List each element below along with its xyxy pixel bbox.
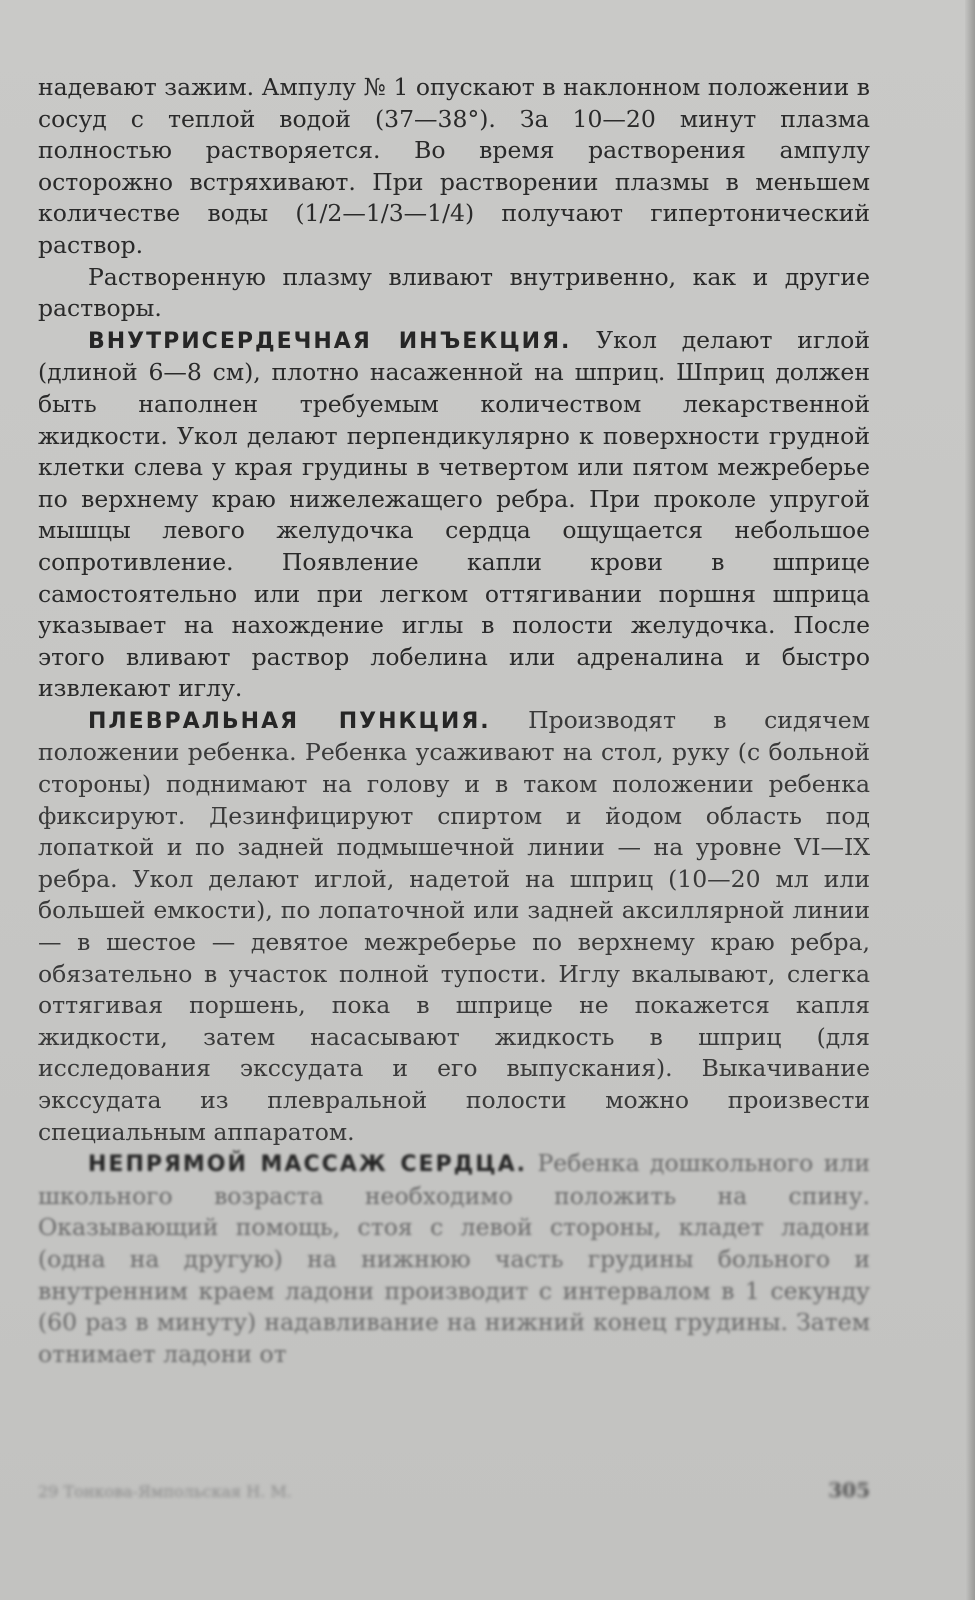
page-footer: [38, 1478, 870, 1508]
signature-mark: 29 Тонкова-Ямпольская Н. М.: [38, 1482, 292, 1501]
paragraph-intracardiac-injection: [38, 325, 870, 705]
paragraph-plasma-dissolving: [38, 72, 870, 262]
section-heading: ПЛЕВРАЛЬНАЯ ПУНКЦИЯ.: [88, 708, 491, 734]
paragraph-body: надевают зажим. Ампулу № 1 опускают в наклонном положении в сосуд с теплой водой (37—38°). За 10—20 минут плазма полностью растворяется. Во время растворения ампулу осторожно встряхивают. При растворении плазмы в меньшем количестве воды (1/2—1/3—1/4) получают гипертонический раствор.: [38, 73, 870, 259]
section-heading: НЕПРЯМОЙ МАССАЖ СЕРДЦА.: [88, 1152, 528, 1178]
paragraph-heart-massage: [38, 1148, 870, 1370]
paragraph-body: Укол делают иглой (длиной 6—8 см), плотно насаженной на шприц. Шприц должен быть наполнен требуемым количеством лекарственной жидкости. Укол делают перпендикулярно к поверхности грудной клетки слева у края грудины в четвертом или пятом межреберье по верхнему краю нижележащего ребра. При проколе упругой мышцы левого желудочка сердца ощущается небольшое сопротивление. Появление капли крови в шприце самостоятельно или при легком оттягивании поршня шприца указывает на нахождение иглы в полости желудочка. После этого вливают раствор лобелина или адреналина и быстро извлекают иглу.: [38, 325, 870, 703]
paragraph-body: Производят в сидячем положении ребенка. Ребенка усаживают на стол, руку (с больной стороны) поднимают на голову и в таком положении ребенка фиксируют. Дезинфицируют спиртом и йодом область под лопаткой и по задней подмышечной линии — на уровне VI—IX ребра. Укол делают иглой, надетой на шприц (10—20 мл или большей емкости), по лопаточной или задней аксиллярной линии — в шестое — девятое межреберье по верхнему краю ребра, обязательно в участок полной тупости. Иглу вкалывают, слегка оттягивая поршень, пока в шприце не покажется капля жидкости, затем насасывают жидкость в шприц (для исследования экссудата и его выпускания). Выкачивание экссудата из плевральной полости можно произвести специальным аппаратом.: [38, 705, 870, 1146]
section-heading: ВНУТРИСЕРДЕЧНАЯ ИНЪЕКЦИЯ.: [88, 328, 572, 354]
paragraph-body: Ребенка дошкольного или школьного возраста необходимо положить на спину. Оказывающий помощь, стоя с левой стороны, кладет ладони (одна на другую) на нижнюю часть грудины больного и внутренним краем ладони производит с интервалом в 1 секунду (60 раз в минуту) надавливание на нижний конец грудины. Затем отнимает ладони от: [38, 1149, 870, 1368]
page-edge-shadow: [965, 0, 975, 1600]
page-text: [38, 72, 870, 1370]
paragraph-body: Растворенную плазму вливают внутривенно, как и другие растворы.: [38, 262, 870, 323]
page-number: 305: [828, 1478, 870, 1502]
paragraph-pleural-puncture: [38, 705, 870, 1148]
paragraph-plasma-infusion: [38, 262, 870, 325]
